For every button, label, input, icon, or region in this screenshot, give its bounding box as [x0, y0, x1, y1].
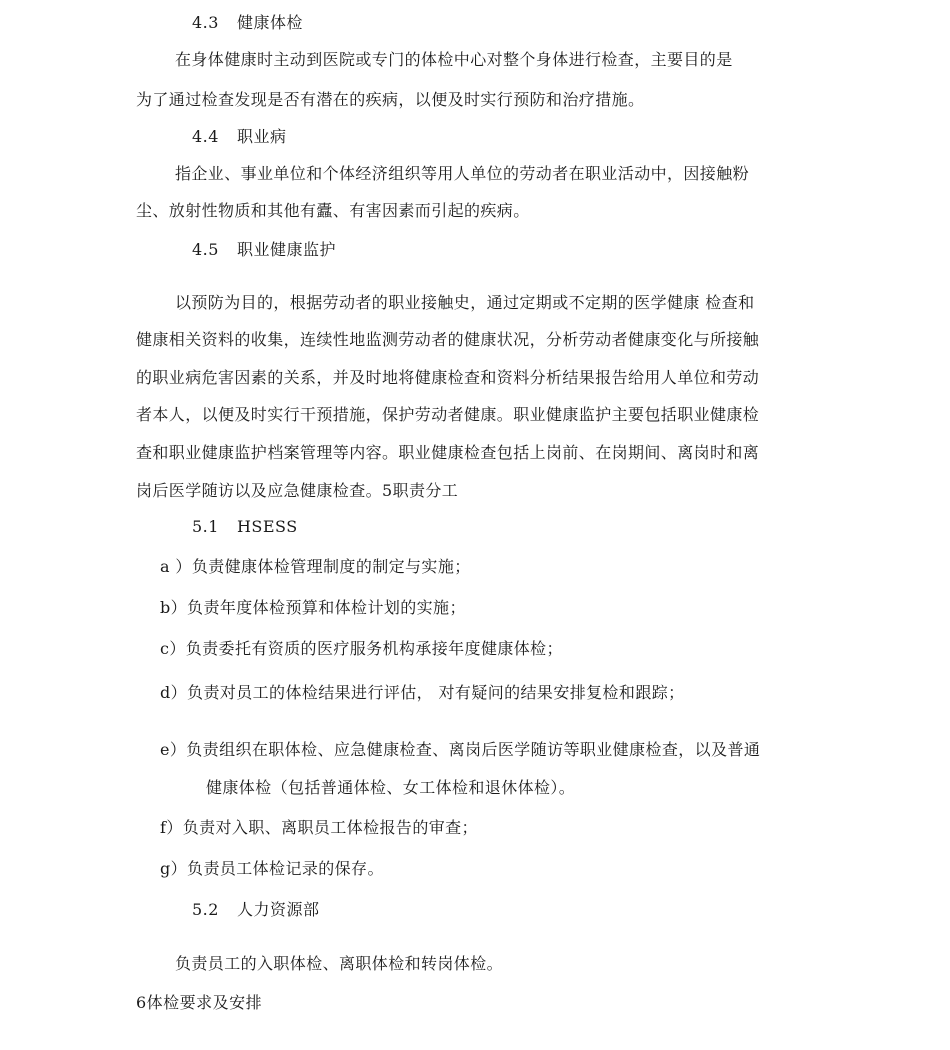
section-number: 4.4 [192, 127, 219, 146]
paragraph-line: 健康相关资料的收集，连续性地监测劳动者的健康状况，分析劳动者健康变化与所接触 [136, 330, 760, 349]
list-item: e）负责组织在职体检、应急健康检查、离岗后医学随访等职业健康检查，以及普通 [160, 740, 761, 759]
paragraph-line: 的职业病危害因素的关系，并及时地将健康检查和资料分析结果报告给用人单位和劳动 [136, 368, 760, 387]
section-heading-5-1 [192, 517, 298, 537]
paragraph-line: 尘、放射性物质和其他有蠹、有害因素而引起的疾病。 [136, 201, 530, 220]
section-title: 健康体检 [236, 13, 303, 32]
section-heading-4-3 [192, 13, 303, 33]
section-title: 职业病 [236, 127, 287, 146]
section-heading-4-5 [192, 240, 336, 260]
paragraph-line: 者本人，以便及时实行干预措施，保护劳动者健康。职业健康监护主要包括职业健康检 [136, 405, 760, 424]
section-title: HSESS [236, 517, 298, 536]
list-item: a ）负责健康体检管理制度的制定与实施； [160, 557, 471, 576]
paragraph-line: 负责员工的入职体检、离职体检和转岗体检。 [175, 954, 504, 973]
paragraph-line: 指企业、事业单位和个体经济组织等用人单位的劳动者在职业活动中，因接触粉 [175, 164, 750, 183]
section-number: 5.2 [192, 900, 219, 919]
section-number: 5.1 [192, 517, 219, 536]
paragraph-line: 为了通过检查发现是否有潜在的疾病，以便及时实行预防和治疗措施。 [136, 90, 645, 109]
list-item: f）负责对入职、离职员工体检报告的审查； [160, 818, 478, 837]
section-number: 4.5 [192, 240, 219, 259]
list-item: c）负责委托有资质的医疗服务机构承接年度健康体检； [160, 639, 563, 658]
section-heading-4-4 [192, 127, 286, 147]
paragraph-line: 岗后医学随访以及应急健康检查。5职责分工 [136, 481, 459, 500]
section-number: 4.3 [192, 13, 219, 32]
list-item: b）负责年度体检预算和体检计划的实施； [160, 598, 466, 617]
section-title: 人力资源部 [236, 900, 320, 919]
list-item: g）负责员工体检记录的保存。 [160, 859, 384, 878]
section-title: 职业健康监护 [236, 240, 336, 259]
paragraph-line: 以预防为目的，根据劳动者的职业接触史，通过定期或不定期的医学健康 检查和 [175, 293, 755, 312]
section-heading-5-2 [192, 900, 319, 920]
list-item-continuation: 健康体检（包括普通体检、女工体检和退休体检）。 [206, 778, 576, 797]
paragraph-line: 查和职业健康监护档案管理等内容。职业健康检查包括上岗前、在岗期间、离岗时和离 [136, 443, 760, 462]
list-item: d）负责对员工的体检结果进行评估， 对有疑问的结果安排复检和跟踪； [160, 683, 685, 702]
paragraph-line: 在身体健康时主动到医院或专门的体检中心对整个身体进行检查，主要目的是 [175, 50, 733, 69]
section-heading-6: 6体检要求及安排 [136, 993, 263, 1012]
